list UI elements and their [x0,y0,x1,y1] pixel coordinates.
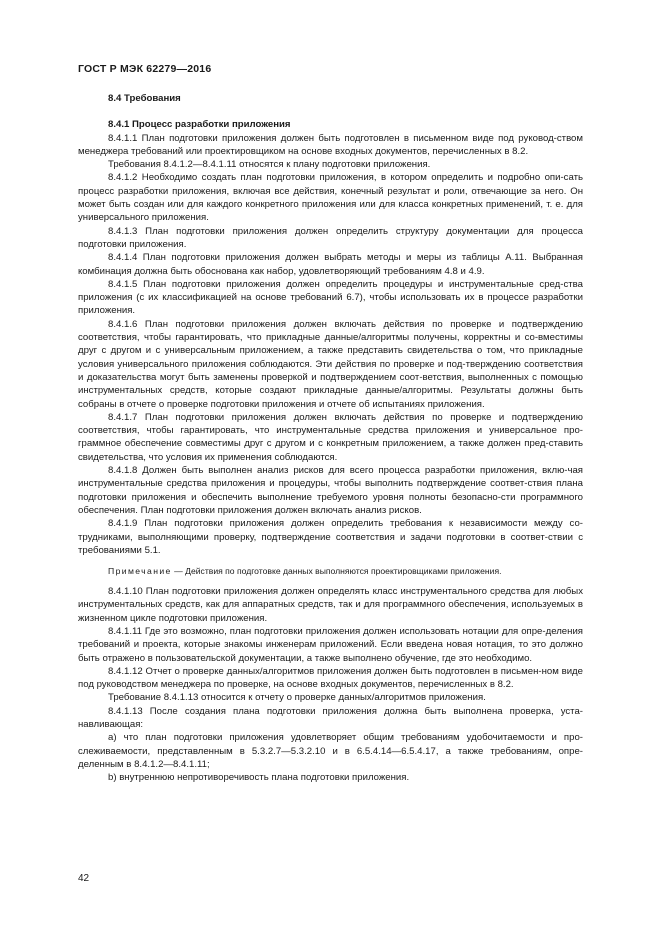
list-item-b: b) внутреннюю непротиворечивость плана подготовки приложения. [108,772,410,784]
paragraph-8-4-1-8: 8.4.1.8 Должен быть выполнен анализ рисков для всего процесса разработки приложения, вклю-чая инструментальные средства приложения и процедуры, чтобы выполнить подтверждение соответ-ствия плана подготовки приложения и обеспечить выполнение требуемого уровня полноты безопасно-сти программного обеспечения. План подготовки приложения должен включать анализ рисков. [78,465,583,516]
paragraph-8-4-1-6: 8.4.1.6 План подготовки приложения должен включать действия по проверке и подтверждению соответствия, чтобы гарантировать, что прикладные данные/алгоритмы получены, корректны и со-вместимы друг с другом и с универсальным приложением, а также представить свидетельства о том, что прикладные условия универсального приложения соблюдаются. Эти действия по проверке и под-тверждению соответствия и доказательства могут быть заменены проверкой и подтверждением соот-ветствия, выполненных с помощью инструментальных средств, которые создают прикладные данные/алгоритмы. Результаты должны быть собраны в отчете о проверке подготовки приложения и отчете об испытаниях приложения. [78,318,583,410]
note-text: — Действия по подготовке данных выполняются проектировщиками приложения. [171,566,502,577]
paragraph-8-4-1-7: 8.4.1.7 План подготовки приложения должен включать действия по проверке и подтверждению соответствия, чтобы гарантировать, что инструментальные средства приложения и универсальное про-граммное обеспечение совместимы друг с другом и с конкретным приложением, а также должен пред-ставить свидетельства, что условия их применения соблюдаются. [78,411,583,463]
paragraph-8-4-1-4: 8.4.1.4 План подготовки приложения должен выбрать методы и меры из таблицы А.11. Выбранная комбинация должна быть обоснована как набор, удовлетворяющий требованиям 4.8 и 4.9. [78,252,583,277]
list-item-a: a) что план подготовки приложения удовлетворяет общим требованиям удобочитаемости и про-слеживаемости, представленным в 5.3.2.7—5.3.2.10 и в 6.5.4.14—6.5.4.17, а также требованиям, опре-деленным в 8.4.1.2—8.4.1.11; [78,732,583,770]
note-label: Примечание [108,566,172,577]
paragraph-8-4-1-2: 8.4.1.2 Необходимо создать план подготовки приложения, в котором определить и подробно опи-сать процесс разработки приложения, включая все действия, конечный результат и роли, отвечающие за него. Он может быть создан или для каждого конкретного приложения или для класса конкретных применений, т. е. для универсального приложения. [78,172,583,224]
paragraph-8-4-1-12: 8.4.1.12 Отчет о проверке данных/алгоритмов приложения должен быть подготовлен в письмен-ном виде под руководством менеджера по проверке, на основе входных документов, перечисленных в 8.2. [78,665,583,691]
document-header: ГОСТ Р МЭК 62279—2016 [78,63,212,75]
section-title: 8.4 Требования [108,93,181,104]
paragraph-8-4-1-10: 8.4.1.10 План подготовки приложения должен определять класс инструментального средства для любых инструментальных средств, как для аппаратных средств, так и для программного обеспечения, используемых в жизненном цикле подготовки приложения. [78,586,583,624]
paragraph-8-4-1-5: 8.4.1.5 План подготовки приложения должен определить процедуры и инструментальные сред-ства приложения (с их классификацией на основе требований 6.7), чтобы использовать их в процессе разработки приложения. [78,278,583,317]
paragraph-8-4-1-9: 8.4.1.9 План подготовки приложения должен определить требования к независимости между со-трудниками, выполняющими проверку, подтверждение соответствия и задачи подготовки в соответ-ствии с требованиями 5.1. [78,518,583,556]
paragraph-8-4-1-11: 8.4.1.11 Где это возможно, план подготовки приложения должен использовать нотации для опре-деления требований и проекта, которые знакомы инженерам приложений. Если введена новая нотация, то это должно быть отражено в пользовательской документации, а также выполнено обучение, где это необходимо. [78,625,583,664]
paragraph-requirement-note: Требование 8.4.1.13 относится к отчету о проверке данных/алгоритмов приложения. [108,692,486,704]
subsection-title: 8.4.1 Процесс разработки приложения [108,119,291,131]
paragraph-8-4-1-1: 8.4.1.1 План подготовки приложения должен быть подготовлен в письменном виде под руковод-ством менеджера требований или проектировщиком на основе входных документов, перечисленных в 8.2. [78,132,583,157]
page-number: 42 [78,873,90,884]
note [78,565,583,577]
paragraph-scope-note: Требования 8.4.1.2—8.4.1.11 относятся к плану подготовки приложения. [108,159,431,171]
document-body [78,92,583,785]
paragraph-8-4-1-13: 8.4.1.13 После создания плана подготовки приложения должна быть выполнена проверка, уста-навливающая: [78,705,583,731]
paragraph-8-4-1-3: 8.4.1.3 План подготовки приложения должен определить структуру документации для процесса подготовки приложения. [78,225,583,250]
